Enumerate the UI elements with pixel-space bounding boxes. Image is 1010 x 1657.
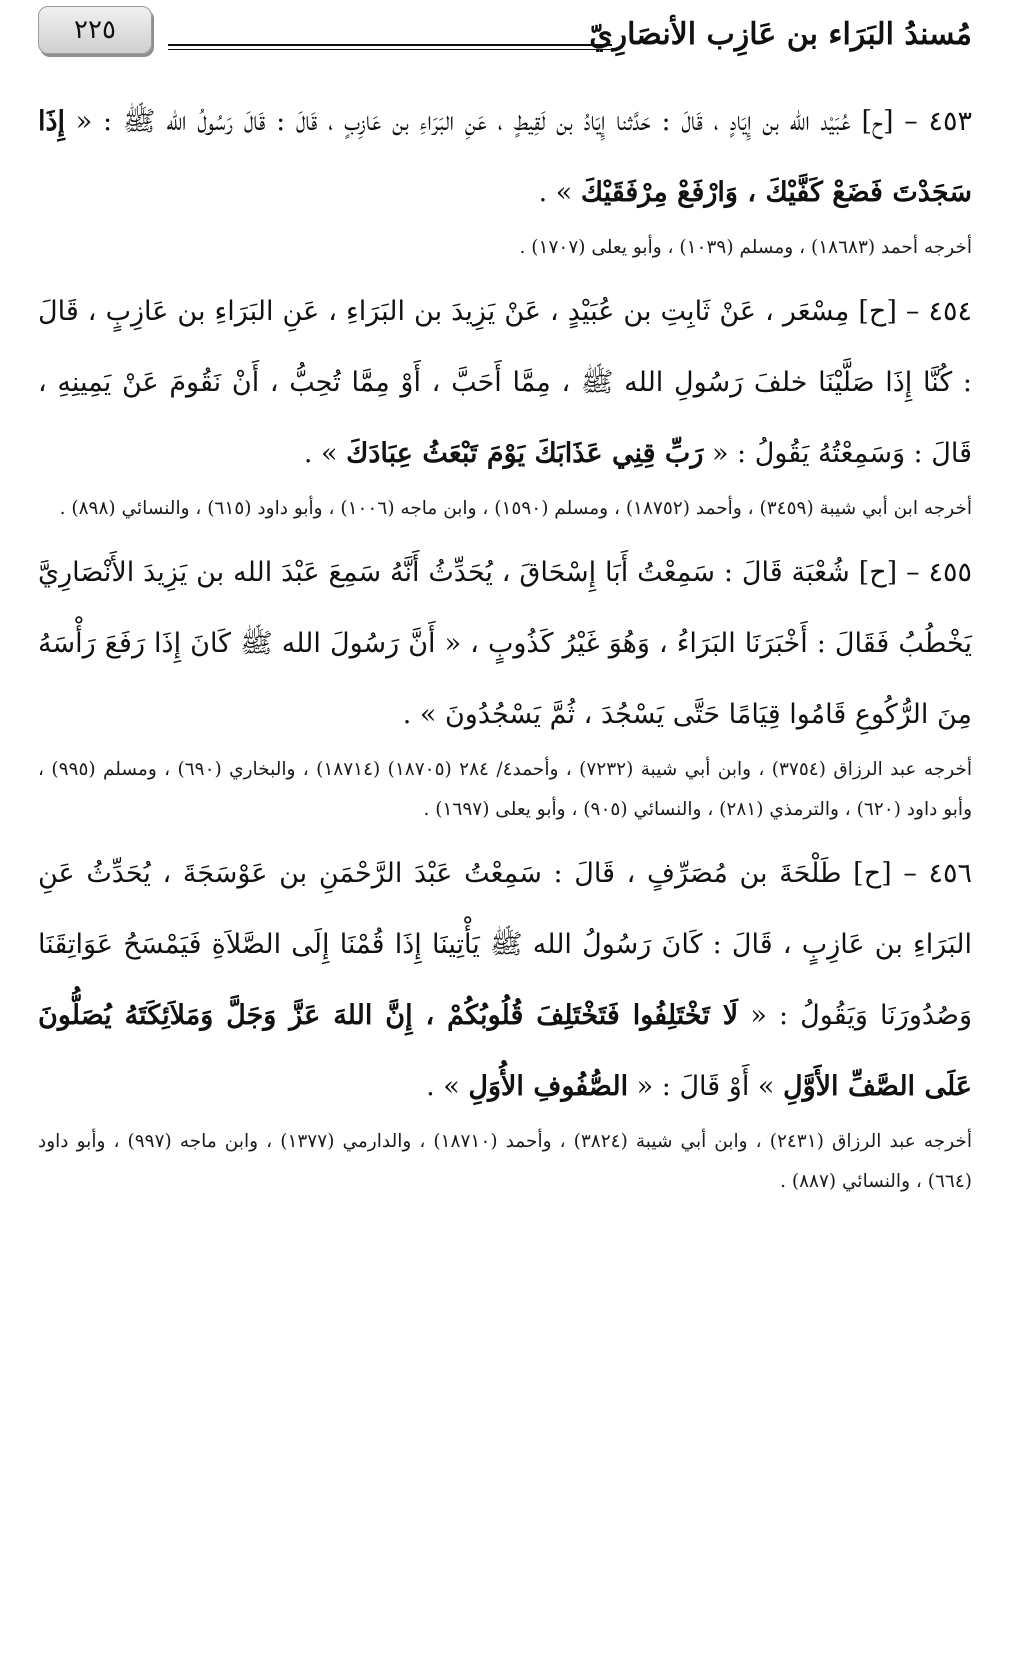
book-page — [38, 0, 972, 1657]
hadith-segment: عُبَيْد الله بن إِيَادٍ ، قَالَ : حَدَّثنا إِيَادُ بن لَقِيطٍ ، عَنِ البَرَاءِ بن عَازِبٍ ، قَالَ : قَالَ رَسُولُ الله ﷺ : « — [65, 106, 862, 137]
takhrij-note: أخرجه عبد الرزاق (٣٧٥٤) ، وابن أبي شيبة (٧٢٣٢) ، وأحمد٤/ ٢٨٤ (١٨٧٠٥) (١٨٧١٤) ، والبخاري (٦٩٠) ، ومسلم (٩٩٥) ، وأبو داود (٦٢٠) ، والترمذي (٢٨١) ، والنسائي (٩٠٥) ، وأبو يعلى (١٦٩٧) . — [38, 759, 972, 820]
hadith-segment: شُعْبَة قَالَ : سَمِعْتُ أَبَا إِسْحَاقَ ، يُحَدِّثُ أَنَّهُ سَمِعَ عَبْدَ الله بن يَزِيدَ الأَنْصَارِيَّ يَخْطُبُ فَقَالَ : أَخْبَرَنَا البَرَاءُ ، وَهُوَ غَيْرُ كَذُوبٍ ، « أَنَّ رَسُولَ الله ﷺ كَانَ إِذَا رَفَعَ رَأْسَهُ مِنَ الرُّكُوعِ قَامُوا قِيَامًا حَتَّى يَسْجُدَ ، ثُمَّ يَسْجُدُونَ » . — [38, 557, 972, 730]
header-rule — [168, 44, 612, 50]
takhrij-note: أخرجه عبد الرزاق (٢٤٣١) ، وابن أبي شيبة (٣٨٢٤) ، وأحمد (١٨٧١٠) ، والدارمي (١٣٧٧) ، وابن ماجه (٩٩٧) ، وأبو داود (٦٦٤) ، والنسائي (٨٨٧) . — [38, 1131, 972, 1192]
prophetic-saying: لَا تَخْتَلِفُوا فَتَخْتَلِفَ قُلُوبُكُمْ ، إِنَّ اللهَ عَزَّ وَجَلَّ وَمَلاَئِكَتَهُ يُصَلُّونَ عَلَى الصَّفِّ الأَوَّلِ — [38, 1000, 972, 1102]
hadith-block-453 — [38, 86, 972, 268]
page-header — [38, 6, 972, 62]
prophetic-saying: إِذَا سَجَدْتَ فَضَعْ كَفَّيْكَ ، وَارْفَعْ مِرْفَقَيْكَ — [38, 106, 972, 208]
hadith-block-455 — [38, 537, 972, 830]
hadith-segment: طَلْحَةَ بن مُصَرِّفٍ ، قَالَ : سَمِعْتُ عَبْدَ الرَّحْمَنِ بن عَوْسَجَةَ ، يُحَدِّثُ عَنِ البَرَاءِ بن عَازِبٍ ، قَالَ : كَانَ رَسُولُ الله ﷺ يَأْتِينَا إِذَا قُمْنَا إِلَى الصَّلاَةِ فَيَمْسَحُ عَوَاتِقَنَا وَصُدُورَنَا وَيَقُولُ : « — [38, 858, 972, 1031]
hadith-number: ٤٥٦ – [ح] — [853, 858, 972, 889]
hadith-segment: مِسْعَر ، عَنْ ثَابِتِ بن عُبَيْدٍ ، عَنْ يَزِيدَ بن البَرَاءِ ، عَنِ البَرَاءِ بن عَازِبٍ ، قَالَ : كُنَّا إِذَا صَلَّيْنَا خلفَ رَسُولِ الله ﷺ ، مِمَّا أَحَبَّ ، أَوْ مِمَّا تُحِبُّ ، أَنْ نَقُومَ عَنْ يَمِينِهِ ، قَالَ : وَسَمِعْتُهُ يَقُولُ : « — [38, 296, 972, 469]
hadith-block-454 — [38, 276, 972, 529]
takhrij-note: أخرجه ابن أبي شيبة (٣٤٥٩) ، وأحمد (١٨٧٥٢) ، ومسلم (١٥٩٠) ، وابن ماجه (١٠٠٦) ، وأبو داود (٦١٥) ، والنسائي (٨٩٨) . — [59, 498, 972, 519]
hadith-number: ٤٥٤ – [ح] — [858, 296, 972, 327]
prophetic-saying: رَبِّ قِنِي عَذَابَكَ يَوْمَ تَبْعَثُ عِبَادَكَ — [346, 438, 704, 469]
hadith-text — [38, 537, 972, 750]
hadith-text — [38, 838, 972, 1122]
takhrij-note: أخرجه أحمد (١٨٦٨٣) ، ومسلم (١٠٣٩) ، وأبو يعلى (١٧٠٧) . — [519, 237, 972, 258]
hadith-segment: » . — [426, 1071, 469, 1102]
hadith-segment: » . — [538, 177, 581, 208]
page-number-badge: ٢٢٥ — [38, 6, 152, 54]
prophetic-saying: الصُّفُوفِ الأُوَلِ — [468, 1071, 629, 1102]
hadith-segment: » . — [303, 438, 347, 469]
hadith-number: ٤٥٣ – [ح] — [861, 106, 973, 137]
hadith-text — [38, 276, 972, 489]
page-content — [38, 86, 972, 1210]
hadith-segment: » أَوْ قَالَ : « — [628, 1071, 783, 1102]
hadith-number: ٤٥٥ – [ح] — [858, 557, 973, 588]
hadith-text — [38, 86, 972, 228]
running-title: مُسندُ البَرَاء بن عَازِب الأنصَارِيّ — [589, 17, 972, 52]
hadith-block-456 — [38, 838, 972, 1202]
